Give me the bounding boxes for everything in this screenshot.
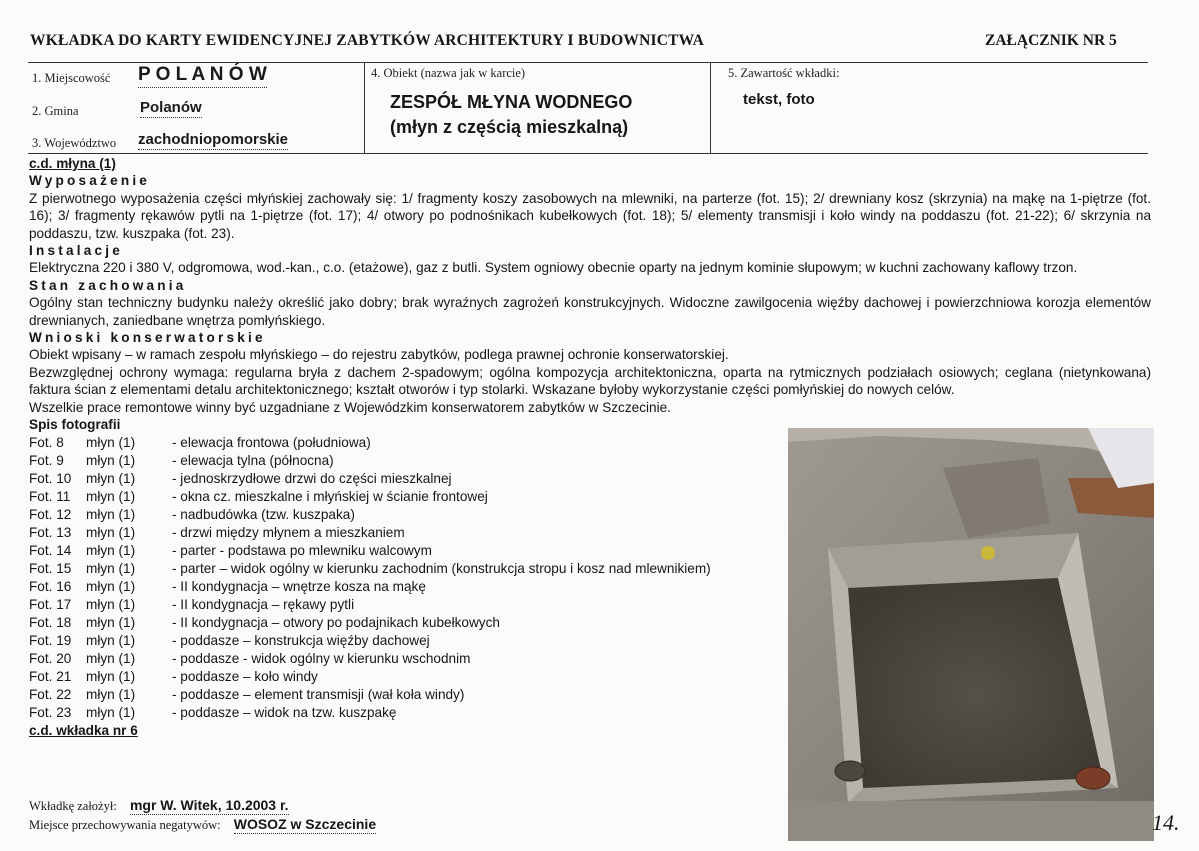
object-name-line1: ZESPÓŁ MŁYNA WODNEGO: [390, 92, 633, 112]
photo-description: - II kondygnacja – wnętrze kosza na mąkę: [172, 578, 426, 594]
photo-object: młyn (1): [86, 686, 136, 702]
photo-number: Fot. 18: [29, 614, 72, 630]
conclusions-paragraph-2: Bezwzględnej ochrony wymaga: regularna bryła z dachem 2-spadowym; ogólna kompozycja architektoniczna, oparta na rytmicznych podziałach osiowych; ceglana (nietynkowana) faktura ścian z elementami detalu architektonicznego; kształt otworów i typ stolarki. Wskazane byłoby wykorzystanie części pomłyńskiej do nowych celów.: [29, 364, 1151, 398]
photo-description: - parter – widok ogólny w kierunku zachodnim (konstrukcja stropu i kosz nad mlewnikiem): [172, 560, 711, 576]
photo-description: - II kondygnacja – otwory po podajnikach kubełkowych: [172, 614, 500, 630]
photo-description: - elewacja tylna (północna): [172, 452, 334, 468]
photo-number: Fot. 21: [29, 668, 72, 684]
contents-value: tekst, foto: [743, 91, 815, 108]
photo-number: Fot. 19: [29, 632, 72, 648]
photo-description: - elewacja frontowa (południowa): [172, 434, 371, 450]
author-line: [29, 797, 289, 814]
author-value: mgr W. Witek, 10.2003 r.: [129, 797, 289, 813]
photo-number: Fot. 13: [29, 524, 72, 540]
photo-object: młyn (1): [86, 434, 136, 450]
province-value: zachodniopomorskie: [138, 131, 289, 148]
top-rule: [28, 62, 1148, 63]
continuation-note: c.d. młyna (1): [29, 156, 116, 171]
condition-heading: Stan zachowania: [29, 277, 187, 293]
photo-object: młyn (1): [86, 704, 136, 720]
conclusions-paragraph-1: Obiekt wpisany – w ramach zespołu młyńskiego – do rejestru zabytków, podlega prawnej ochronie konserwatorskiej.: [29, 347, 729, 363]
locality-label: 1. Miejscowość: [32, 71, 111, 85]
photo-object: młyn (1): [86, 488, 136, 504]
equipment-heading: Wyposażenie: [29, 173, 151, 189]
contents-label: 5. Zawartość wkładki:: [728, 66, 840, 80]
photo-flour-bin-floor: [788, 428, 1154, 841]
object-name-line2: (młyn z częścią mieszkalną): [390, 117, 629, 137]
photo-object: młyn (1): [86, 524, 136, 540]
annex-number: ZAŁĄCZNIK NR 5: [985, 32, 1117, 49]
photo-object: młyn (1): [86, 614, 136, 630]
page-number: 14.: [1152, 810, 1180, 835]
photo-description: - jednoskrzydłowe drzwi do części mieszkalnej: [172, 470, 452, 486]
photo-number: Fot. 17: [29, 596, 72, 612]
storage-label: Miejsce przechowywania negatywów:: [29, 818, 221, 832]
photo-description: - nadbudówka (tzw. kuszpaka): [172, 506, 355, 522]
photo-number: Fot. 20: [29, 650, 72, 666]
photo-number: Fot. 14: [29, 542, 72, 558]
photo-description: - II kondygnacja – rękawy pytli: [172, 596, 355, 612]
next-insert-note: c.d. wkładka nr 6: [29, 722, 138, 738]
photo-number: Fot. 10: [29, 470, 72, 486]
condition-text: Ogólny stan techniczny budynku należy określić jako dobry; brak wyraźnych zagrożeń konstrukcyjnych. Widoczne zawilgocenia więźby dachowej i powierzchniowa korozja elementów drewnianych, zaniedbane wnętrza pomłyńskiego.: [29, 295, 1151, 328]
photo-number: Fot. 12: [29, 506, 72, 522]
photo-object: młyn (1): [86, 452, 136, 468]
storage-line: [29, 816, 376, 833]
photo-description: - poddasze – widok na tzw. kuszpakę: [172, 704, 397, 720]
header-bottom-rule: [28, 153, 1148, 154]
photo-object: młyn (1): [86, 632, 136, 648]
photo-object: młyn (1): [86, 470, 136, 486]
conclusions-paragraph-3: Wszelkie prace remontowe winny być uzgadniane z Wojewódzkim konserwatorem zabytków w Szczecinie.: [29, 399, 671, 415]
object-name: [390, 90, 632, 140]
commune-value: Polanów: [140, 99, 202, 116]
photo-object: młyn (1): [86, 560, 136, 576]
installations-text: Elektryczna 220 i 380 V, odgromowa, wod.-kan., c.o. (etażowe), gaz z butli. System ogniowy obecnie oparty na jednym kominie słupowym; w kuchni zachowany kaflowy trzon.: [29, 260, 1078, 276]
equipment-text: Z pierwotnego wyposażenia części młyńskiej zachowały się: 1/ fragmenty koszy zasobowych na mlewniki, na parterze (fot. 15); 2/ drewniany kosz (skrzynia) na mąkę na 1-piętrze (fot. 16); 3/ fragmenty rękawów pytli na 1-piętrze (fot. 17); 4/ otwory po podnośnikach kubełkowych (fot. 18); 5/ elementy transmisji i koło windy na poddaszu (fot. 21-22); 6/ skrzynia na poddaszu, tzw. kuszpaka (fot. 23).: [29, 190, 1151, 241]
photo-description: - drzwi między młynem a mieszkaniem: [172, 524, 405, 540]
photo-number: Fot. 22: [29, 686, 72, 702]
photo-number: Fot. 16: [29, 578, 72, 594]
photo-number: Fot. 8: [29, 434, 64, 450]
province-label: 3. Województwo: [32, 136, 117, 150]
locality-value: P O L A N Ó W: [138, 64, 267, 88]
photo-description: - okna cz. mieszkalne i młyńskiej w ścianie frontowej: [172, 488, 488, 504]
column-divider-1: [364, 62, 365, 153]
conclusions-heading: Wnioski konserwatorskie: [29, 330, 266, 346]
photo-number: Fot. 15: [29, 560, 72, 576]
photo-description: - poddasze – element transmisji (wał koła windy): [172, 686, 465, 702]
photo-object: młyn (1): [86, 506, 136, 522]
photo-object: młyn (1): [86, 650, 136, 666]
photo-object: młyn (1): [86, 668, 136, 684]
photo-object: młyn (1): [86, 578, 136, 594]
photos-heading: Spis fotografii: [29, 417, 121, 433]
insert-title: WKŁADKA DO KARTY EWIDENCYJNEJ ZABYTKÓW ARCHITEKTURY I BUDOWNICTWA: [30, 32, 705, 49]
photo-number: Fot. 9: [29, 452, 64, 468]
photo-object: młyn (1): [86, 596, 136, 612]
photo-number: Fot. 11: [29, 488, 71, 504]
photo-number: Fot. 23: [29, 704, 72, 720]
commune-label: 2. Gmina: [32, 104, 79, 118]
object-label: 4. Obiekt (nazwa jak w karcie): [371, 66, 526, 80]
author-label: Wkładkę założył:: [29, 799, 117, 813]
storage-value: WOSOZ w Szczecinie: [233, 816, 377, 832]
installations-heading: Instalacje: [29, 243, 123, 259]
column-divider-2: [710, 62, 711, 153]
photo-object: młyn (1): [86, 542, 136, 558]
photo-description: - poddasze – konstrukcja więźby dachowej: [172, 632, 430, 648]
photo-description: - poddasze – koło windy: [172, 668, 318, 684]
photo-description: - parter - podstawa po mlewniku walcowym: [172, 542, 432, 558]
photo-description: - poddasze - widok ogólny w kierunku wschodnim: [172, 650, 471, 666]
